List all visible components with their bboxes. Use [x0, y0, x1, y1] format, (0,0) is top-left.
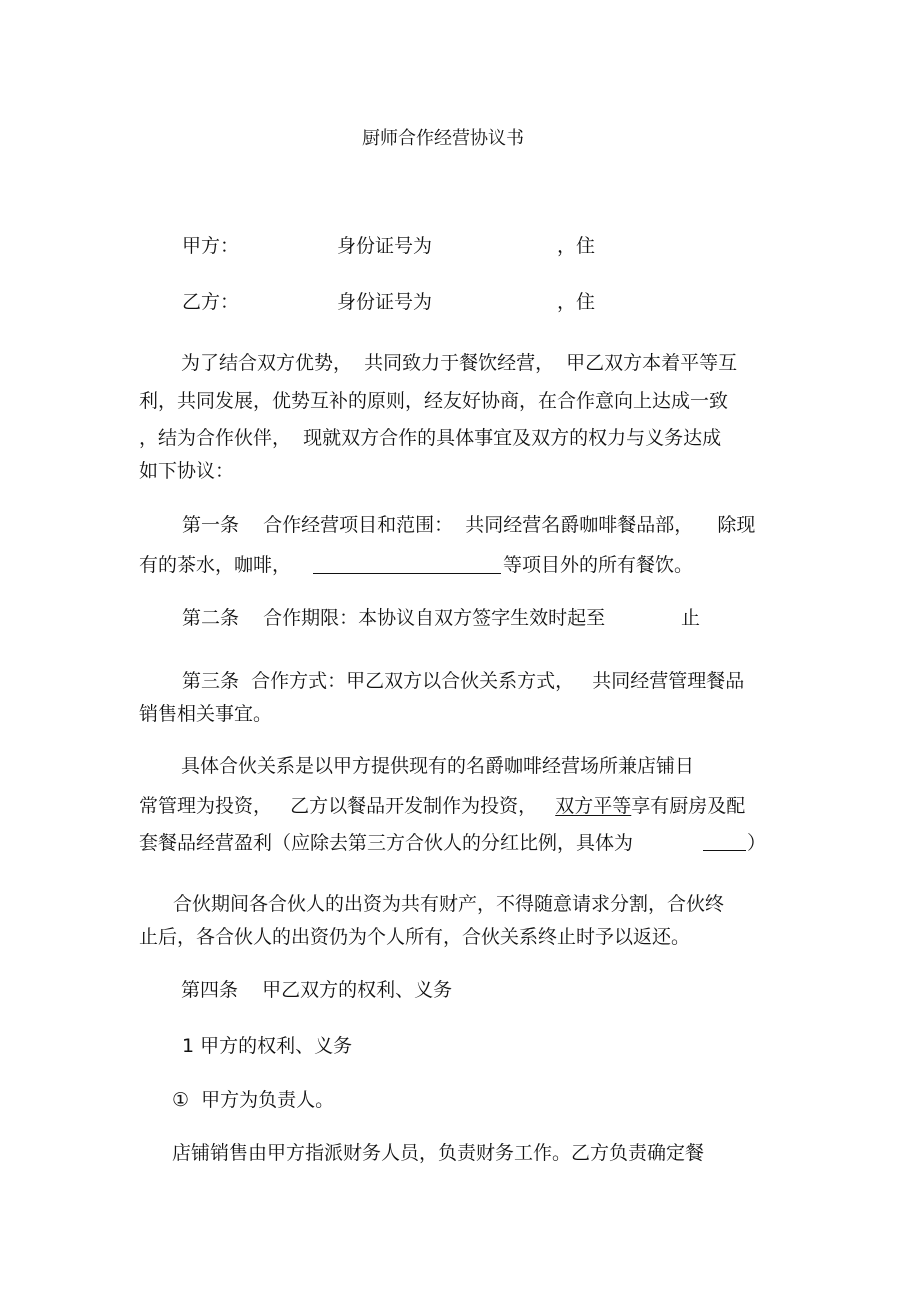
partnership-underlined-text: 双方平等: [555, 795, 632, 817]
partnership-line: [139, 794, 745, 818]
article1-line: [139, 553, 291, 577]
article2-line: 第二条 合作期限：本协议自双方签字生效时起至: [182, 607, 606, 629]
article4-heading: 第四条 甲乙双方的权利、义务: [181, 979, 453, 1001]
partnership-blank: [703, 830, 746, 851]
preamble-line: ，结为合作伙伴， 现就双方合作的具体事宜及双方的权力与义务达成: [139, 427, 722, 449]
article3-line: 第三条 合作方式：甲乙双方以合伙关系方式， 共同经营管理餐品: [182, 670, 745, 692]
partnership-text-end: 享有厨房及配: [631, 795, 746, 817]
partnership-line: 具体合伙关系是以甲方提供现有的名爵咖啡经营场所兼店铺日: [181, 755, 695, 777]
article2-end: 止: [681, 607, 701, 629]
article4-item: ① 甲方为负责人。: [172, 1089, 335, 1111]
article1-line: 第一条 合作经营项目和范围： 共同经营名爵咖啡餐品部， 除现: [182, 514, 756, 536]
property-line: 合伙期间各合伙人的出资为共有财产，不得随意请求分割，合伙终: [173, 893, 725, 915]
article3-line: 销售相关事宜。: [139, 703, 273, 725]
partnership-text-start: 常管理为投资， 乙方以餐品开发制作为投资，: [139, 795, 556, 817]
article1-text-end: 等项目外的所有餐饮。: [503, 554, 694, 576]
preamble-line: 为了结合双方优势， 共同致力于餐饮经营， 甲乙双方本着平等互: [181, 352, 738, 374]
property-line: 止后，各合伙人的出资仍为个人所有，合伙关系终止时予以返还。: [139, 926, 691, 948]
article4-subheading: 1 甲方的权利、义务: [182, 1035, 353, 1057]
article1-text-start: 有的茶水，咖啡，: [139, 554, 292, 576]
party-a-id-label: 身份证号为: [337, 235, 433, 257]
party-b-address-label: ，住: [557, 291, 596, 313]
party-b-id-label: 身份证号为: [337, 291, 433, 313]
partnership-line: 套餐品经营盈利（应除去第三方合伙人的分红比例，具体为: [139, 832, 634, 854]
party-b-label: 乙方：: [182, 291, 240, 313]
party-a-label: 甲方：: [182, 235, 240, 257]
preamble-line: 利，共同发展，优势互补的原则，经友好协商，在合作意向上达成一致: [139, 390, 729, 412]
article1-blank: [313, 553, 501, 574]
preamble-line: 如下协议：: [139, 460, 235, 482]
article4-item-detail: 店铺销售由甲方指派财务人员，负责财务工作。乙方负责确定餐: [172, 1142, 705, 1164]
partnership-text-end: ）: [747, 832, 767, 854]
document-title: 厨师合作经营协议书: [362, 128, 524, 149]
party-a-address-label: ，住: [557, 235, 596, 257]
